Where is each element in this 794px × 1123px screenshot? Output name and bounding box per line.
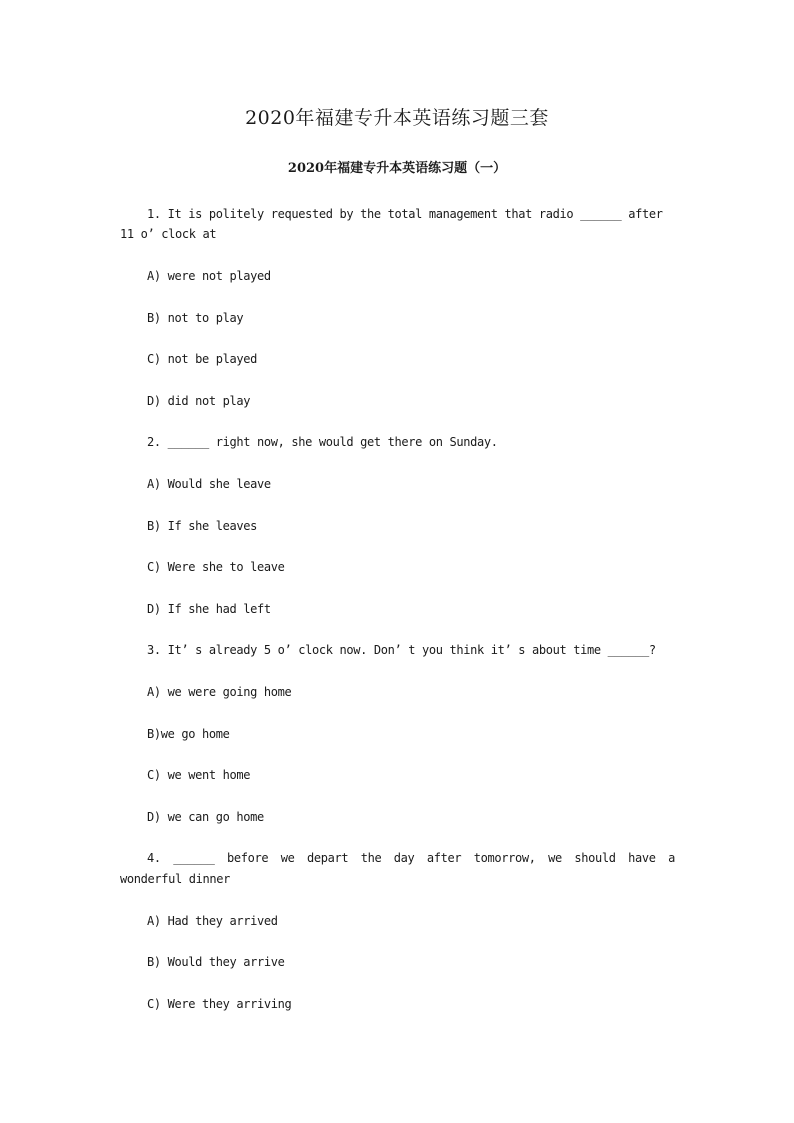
question-2-option-d: D) If she had left — [147, 602, 271, 616]
exercise-set-title: 2020年福建专升本英语练习题（一） — [287, 161, 507, 176]
question-4-option-b: B) Would they arrive — [147, 955, 285, 969]
question-3-option-c: C) we went home — [147, 768, 251, 782]
question-3-option-d: D) we can go home — [147, 810, 264, 824]
question-2-option-a: A) Would she leave — [147, 477, 271, 491]
question-2-option-b: B) If she leaves — [147, 519, 257, 533]
question-1-stem: 1. It is politely requested by the total management that radio ______ after — [147, 207, 663, 221]
question-1-option-c: C) not be played — [147, 352, 257, 366]
question-3-option-b: B)we go home — [147, 727, 230, 741]
question-2-option-c: C) Were she to leave — [147, 560, 285, 574]
question-4-option-c: C) Were they arriving — [147, 997, 292, 1011]
question-1-stem-continued: 11 o’ clock at — [120, 227, 217, 241]
question-4-stem-continued: wonderful dinner — [120, 872, 230, 886]
question-1-option-b: B) not to play — [147, 311, 244, 325]
question-2-stem: 2. ______ right now, she would get there on Sunday. — [147, 435, 498, 449]
question-1-option-d: D) did not play — [147, 394, 251, 408]
question-1-option-a: A) were not played — [147, 269, 271, 283]
question-4-option-a: A) Had they arrived — [147, 914, 278, 928]
question-3-option-a: A) we were going home — [147, 685, 292, 699]
question-4-stem: 4. ______ before we depart the day after tomorrow, we should have a — [147, 851, 675, 865]
document-title: 2020年福建专升本英语练习题三套 — [245, 107, 549, 129]
question-3-stem: 3. It’ s already 5 o’ clock now. Don’ t you think it’ s about time ______? — [147, 643, 656, 657]
